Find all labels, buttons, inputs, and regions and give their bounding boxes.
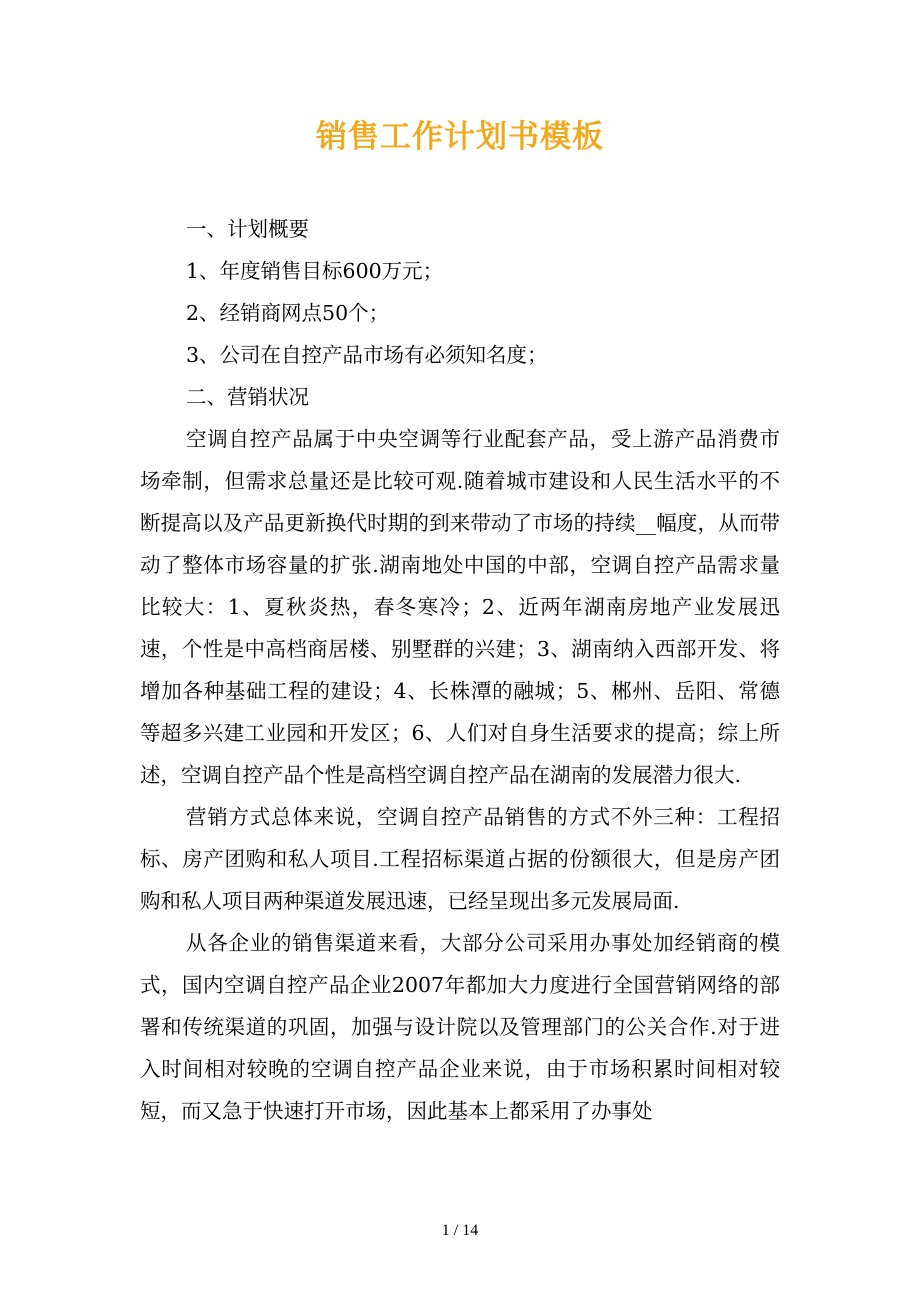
body-paragraph: 营销方式总体来说，空调自控产品销售的方式不外三种：工程招标、房产团购和私人项目.工程招标渠道占据的份额很大，但是房产团购和私人项目两种渠道发展迅速，已经呈现出多元发展局面. (140, 805, 780, 913)
document-body (140, 208, 780, 1132)
body-paragraph: 空调自控产品属于中央空调等行业配套产品，受上游产品消费市场牵制，但需求总量还是比较可观.随着城市建设和人民生活水平的不断提高以及产品更新换代时期的到来带动了市场的持续__幅度，从而带动了整体市场容量的扩张.湖南地处中国的中部，空调自控产品需求量比较大：1、夏秋炎热，春冬寒冷；2、近两年湖南房地产业发展迅速，个性是中高档商居楼、别墅群的兴建；3、湖南纳入西部开发、将增加各种基础工程的建设；4、长株潭的融城；5、郴州、岳阳、常德等超多兴建工业园和开发区；6、人们对自身生活要求的提高；综上所述，空调自控产品个性是高档空调自控产品在湖南的发展潜力很大. (140, 427, 780, 787)
overview-item: 3、公司在自控产品市场有必须知名度； (186, 343, 548, 367)
overview-item: 1、年度销售目标600万元； (186, 259, 444, 283)
section-heading-overview: 一、计划概要 (186, 217, 309, 241)
document-title: 销售工作计划书模板 (316, 119, 604, 155)
section-heading-marketing: 二、营销状况 (186, 385, 309, 409)
page-number: 1 / 14 (441, 1222, 479, 1239)
overview-item: 2、经销商网点50个； (186, 301, 390, 325)
body-paragraph: 从各企业的销售渠道来看，大部分公司采用办事处加经销商的模式，国内空调自控产品企业2007年都加大力度进行全国营销网络的部署和传统渠道的巩固，加强与设计院以及管理部门的公关合作.对于进入时间相对较晚的空调自控产品企业来说，由于市场积累时间相对较短，而又急于快速打开市场，因此基本上都采用了办事处 (140, 931, 780, 1123)
